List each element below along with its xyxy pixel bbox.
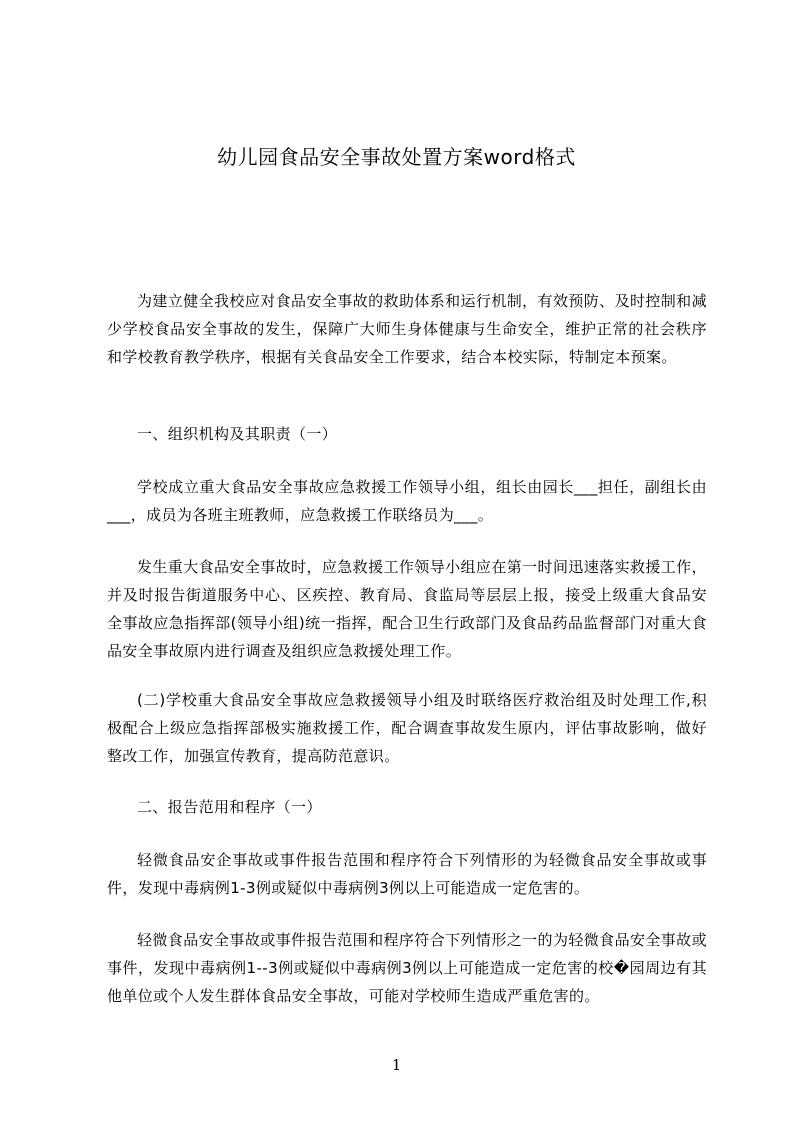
intro-paragraph: 为建立健全我校应对食品安全事故的救助体系和运行机制，有效预防、及时控制和减少学校食品安全事故的发生，保障广大师生身体健康与生命安全，维护正常的社会秩序和学校教育教学秩序，根据有关食品安全工作要求，结合本校实际，特制定本预案。: [107, 292, 707, 366]
page-number: 1: [391, 1056, 402, 1074]
section-1-heading: 一、组织机构及其职责（一）: [137, 425, 338, 443]
document-title: 幼儿园食品安全事故处置方案word格式: [217, 145, 576, 169]
section-1-paragraph-2: 发生重大食品安全事故时，应急救援工作领导小组应在第一时间迅速落实救援工作，并及时报告街道服务中心、区疾控、教育局、食监局等层层上报，接受上级重大食品安全事故应急指挥部(领导小组)统一指挥，配合卫生行政部门及食品药品监督部门对重大食品安全事故原内进行调查及组织应急救援处理工作。: [107, 558, 707, 660]
section-1-paragraph-1: 学校成立重大食品安全事故应急救援工作领导小组，组长由园长___担任，副组长由___，成员为各班主班教师，应急救援工作联络员为___。: [107, 478, 707, 524]
section-1-paragraph-3: (二)学校重大食品安全事故应急救援领导小组及时联络医疗救治组及时处理工作,积极配合上级应急指挥部极实施救援工作，配合调查事故发生原内，评估事故影响，做好整改工作，加强宣传教育，提高防范意识。: [107, 691, 707, 765]
section-2-paragraph-1: 轻微食品安企事故或事件报告范围和程序符合下列情形的为轻微食品安全事故或事件，发现中毒病例1-3例或疑似中毒病例3例以上可能造成一定危害的。: [107, 851, 707, 897]
section-2-heading: 二、报告范用和程序（一）: [137, 798, 322, 816]
section-2-paragraph-2: 轻微食品安全事故或事件报告范围和程序符合下列情形之一的为轻微食品安全事故或事件，发现中毒病例1--3例或疑似中毒病例3例以上可能造成一定危害的校�园周边有其他单位或个人发生群体食品安全事故，可能对学校师生造成严重危害的。: [107, 931, 707, 1005]
